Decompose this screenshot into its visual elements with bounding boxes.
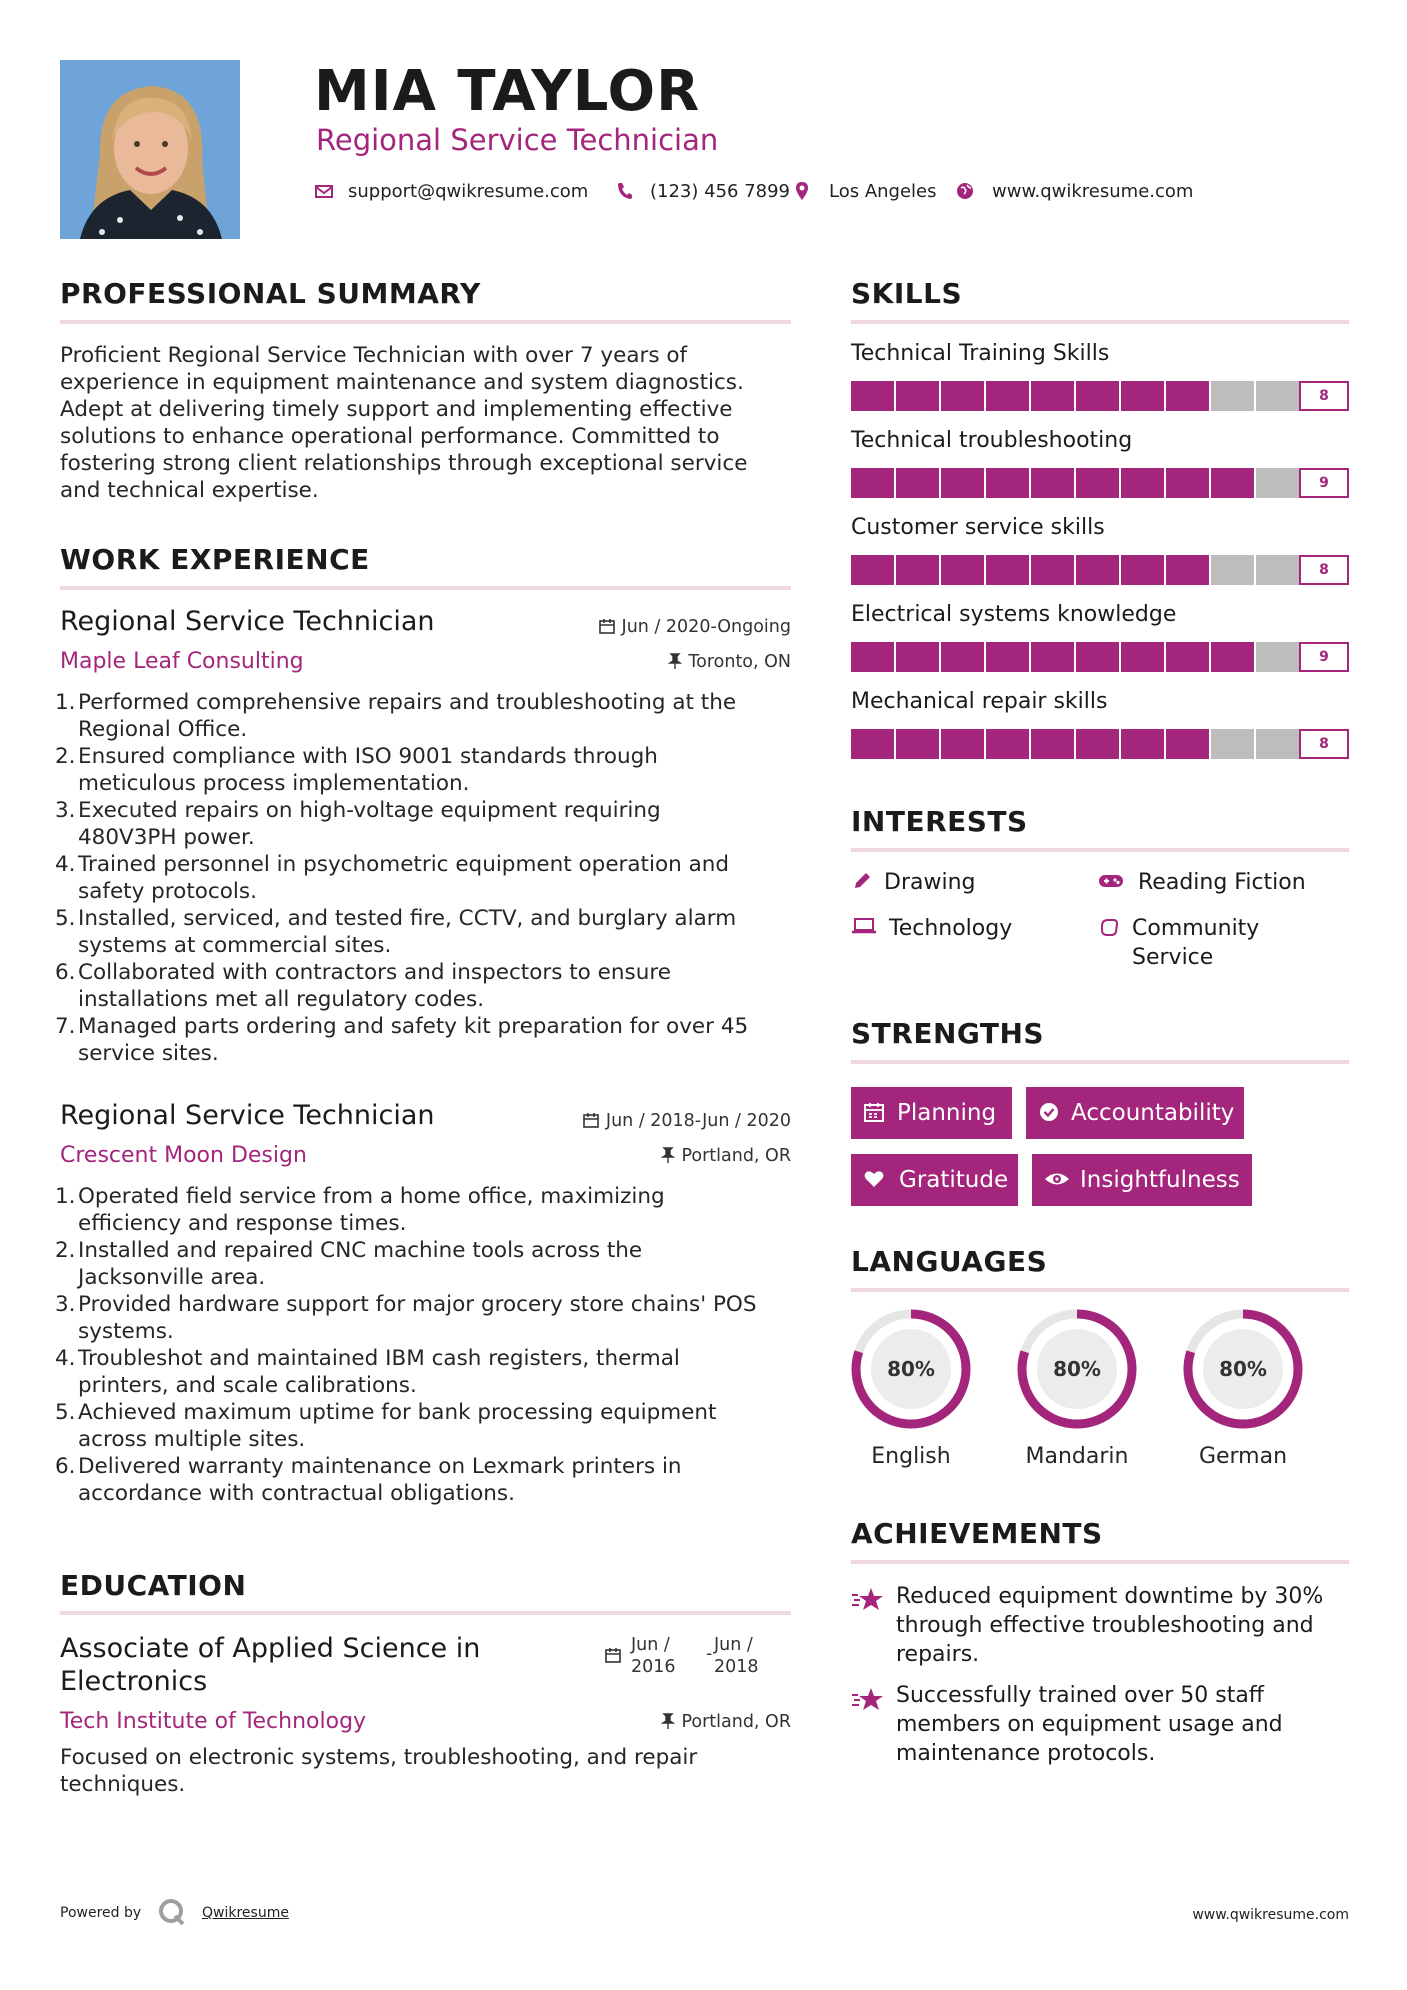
bullet-number: 3. bbox=[55, 798, 76, 823]
school-location bbox=[661, 1711, 791, 1733]
bullet-number: 5. bbox=[55, 1400, 76, 1425]
education-start-line: Jun / bbox=[631, 1635, 670, 1655]
skill-bar-filled-segment bbox=[1031, 468, 1074, 498]
bullet-number: 6. bbox=[55, 1454, 76, 1479]
skill-bar-filled-segment bbox=[1076, 381, 1119, 411]
bullet-number: 7. bbox=[55, 1014, 76, 1039]
bullet-line: 480V3PH power. bbox=[78, 825, 255, 850]
strength-tag bbox=[851, 1154, 1018, 1206]
education-start-line: 2016 bbox=[631, 1657, 676, 1677]
skill-bar bbox=[851, 468, 1349, 498]
hand-icon bbox=[1098, 916, 1120, 942]
degree-line: Associate of Applied Science in bbox=[60, 1633, 481, 1664]
skill-bar-empty-segment bbox=[1256, 729, 1299, 759]
language-ring bbox=[1181, 1307, 1305, 1431]
skill-bar-filled-segment bbox=[1211, 468, 1254, 498]
bullet-line: Troubleshot and maintained IBM cash registers, thermal bbox=[78, 1346, 680, 1371]
skill-bar-filled-segment bbox=[1211, 642, 1254, 672]
school-location-text: Portland, OR bbox=[681, 1712, 791, 1732]
skill-bar-filled-segment bbox=[851, 381, 894, 411]
contact-website[interactable]: www.qwikresume.com bbox=[992, 181, 1194, 202]
skill-bar bbox=[851, 381, 1349, 411]
skill-bar-filled-segment bbox=[1121, 381, 1164, 411]
skill-bar-filled-segment bbox=[1121, 642, 1164, 672]
strength-tag bbox=[1026, 1087, 1244, 1139]
list-item bbox=[55, 1013, 800, 1067]
gamepad-icon bbox=[1098, 872, 1124, 894]
pin-icon bbox=[661, 1712, 681, 1732]
experience-heading: WORK EXPERIENCE bbox=[60, 543, 370, 576]
skill-bar-filled-segment bbox=[1121, 468, 1164, 498]
list-item bbox=[55, 905, 800, 959]
calendar-icon bbox=[582, 1111, 606, 1131]
bullet-line: efficiency and response times. bbox=[78, 1211, 407, 1236]
strength-tag bbox=[1032, 1154, 1252, 1206]
job-location bbox=[661, 1145, 791, 1167]
achievement-line: Reduced equipment downtime by 30% bbox=[896, 1584, 1324, 1609]
section-divider bbox=[60, 320, 791, 324]
strength-label: Accountability bbox=[1071, 1100, 1235, 1126]
skill-bar-filled-segment bbox=[1076, 555, 1119, 585]
list-item bbox=[55, 797, 800, 851]
bullet-line: Jacksonville area. bbox=[78, 1265, 266, 1290]
skill-bar-filled-segment bbox=[941, 729, 984, 759]
language-name: English bbox=[871, 1444, 951, 1469]
skill-bar-filled-segment bbox=[1166, 555, 1209, 585]
education-end-line: Jun / bbox=[714, 1635, 753, 1655]
language-percent: 80% bbox=[1219, 1357, 1267, 1381]
job-title: Regional Service Technician bbox=[60, 606, 435, 637]
skill-bar-filled-segment bbox=[986, 555, 1029, 585]
skill-bar-filled-segment bbox=[896, 729, 939, 759]
skill-bar-filled-segment bbox=[941, 468, 984, 498]
skill-bar bbox=[851, 642, 1349, 672]
interest-reading-fiction: Reading Fiction bbox=[1138, 870, 1306, 895]
skill-bar-filled-segment bbox=[986, 642, 1029, 672]
laptop-icon bbox=[851, 917, 877, 939]
interest-drawing: Drawing bbox=[884, 870, 976, 895]
skill-bar-filled-segment bbox=[1076, 642, 1119, 672]
summary-line: solutions to enhance operational performance. Committed to bbox=[60, 424, 720, 449]
skill-bar-filled-segment bbox=[1166, 468, 1209, 498]
skill-bar-filled-segment bbox=[986, 729, 1029, 759]
bullet-line: Collaborated with contractors and inspectors to ensure bbox=[78, 960, 671, 985]
skill-bar-empty-segment bbox=[1211, 555, 1254, 585]
job-dates-text: Jun / 2018-Jun / 2020 bbox=[605, 1111, 791, 1131]
bullet-number: 3. bbox=[55, 1292, 76, 1317]
skill-bar-filled-segment bbox=[986, 468, 1029, 498]
skill-score: 9 bbox=[1299, 642, 1349, 672]
summary-line: and technical expertise. bbox=[60, 478, 319, 503]
achievements-heading: ACHIEVEMENTS bbox=[851, 1517, 1103, 1550]
bullet-line: service sites. bbox=[78, 1041, 219, 1066]
skill-bar-filled-segment bbox=[941, 555, 984, 585]
section-divider bbox=[60, 1611, 791, 1615]
skill-bar-filled-segment bbox=[941, 381, 984, 411]
bullet-number: 5. bbox=[55, 906, 76, 931]
star-icon bbox=[851, 1586, 885, 1616]
footer-url[interactable]: www.qwikresume.com bbox=[1192, 1907, 1349, 1923]
strength-tag bbox=[851, 1087, 1012, 1139]
skill-bar-filled-segment bbox=[1166, 381, 1209, 411]
language-ring bbox=[1015, 1307, 1139, 1431]
bullet-number: 4. bbox=[55, 852, 76, 877]
skill-bar-filled-segment bbox=[851, 468, 894, 498]
bullet-line: printers, and scale calibrations. bbox=[78, 1373, 417, 1398]
brand-link[interactable]: Qwikresume bbox=[202, 1905, 289, 1921]
bullet-number: 2. bbox=[55, 744, 76, 769]
degree-title bbox=[60, 1632, 480, 1698]
phone-icon bbox=[614, 179, 634, 203]
bullet-line: Executed repairs on high-voltage equipment requiring bbox=[78, 798, 661, 823]
skill-bar-filled-segment bbox=[1121, 729, 1164, 759]
job-location-text: Toronto, ON bbox=[688, 652, 791, 672]
language-percent: 80% bbox=[1053, 1357, 1101, 1381]
language-ring bbox=[849, 1307, 973, 1431]
job-location-text: Portland, OR bbox=[681, 1146, 791, 1166]
skill-bar-filled-segment bbox=[1031, 642, 1074, 672]
list-item bbox=[55, 689, 800, 743]
bullet-line: Ensured compliance with ISO 9001 standards through bbox=[78, 744, 658, 769]
bullet-number: 1. bbox=[55, 690, 76, 715]
strength-label: Planning bbox=[897, 1100, 997, 1126]
bullet-line: Regional Office. bbox=[78, 717, 248, 742]
skill-label: Customer service skills bbox=[851, 515, 1105, 540]
list-item bbox=[55, 959, 800, 1013]
bullet-line: Provided hardware support for major grocery store chains' POS bbox=[78, 1292, 757, 1317]
skill-bar-filled-segment bbox=[851, 642, 894, 672]
achievement-line: repairs. bbox=[896, 1642, 980, 1667]
language-name: German bbox=[1198, 1444, 1288, 1469]
list-item bbox=[55, 1345, 800, 1399]
bullet-line: meticulous process implementation. bbox=[78, 771, 470, 796]
education-start bbox=[631, 1634, 676, 1678]
list-item bbox=[55, 1291, 800, 1345]
pencil-icon bbox=[851, 870, 873, 896]
strengths-heading: STRENGTHS bbox=[851, 1017, 1045, 1050]
skills-heading: SKILLS bbox=[851, 277, 963, 310]
section-divider bbox=[851, 1060, 1349, 1064]
skill-score: 9 bbox=[1299, 468, 1349, 498]
list-item bbox=[55, 743, 800, 797]
achievement-line: maintenance protocols. bbox=[896, 1741, 1156, 1766]
education-end-line: 2018 bbox=[714, 1657, 759, 1677]
summary-heading: PROFESSIONAL SUMMARY bbox=[60, 277, 481, 310]
bullet-number: 6. bbox=[55, 960, 76, 985]
job-bullets bbox=[55, 689, 800, 1067]
skill-bar-empty-segment bbox=[1211, 381, 1254, 411]
strength-label: Gratitude bbox=[899, 1167, 1009, 1193]
skill-bar-filled-segment bbox=[851, 555, 894, 585]
skill-bar-filled-segment bbox=[941, 642, 984, 672]
skill-bar-filled-segment bbox=[1166, 729, 1209, 759]
skill-bar-filled-segment bbox=[896, 555, 939, 585]
bullet-line: Delivered warranty maintenance on Lexmark printers in bbox=[78, 1454, 682, 1479]
education-line: techniques. bbox=[60, 1772, 186, 1797]
section-divider bbox=[60, 586, 791, 590]
languages-heading: LANGUAGES bbox=[851, 1245, 1048, 1278]
envelope-icon bbox=[314, 179, 334, 203]
job-dates bbox=[582, 1110, 791, 1132]
contact-email[interactable]: support@qwikresume.com bbox=[348, 181, 589, 202]
skill-bar-filled-segment bbox=[1076, 729, 1119, 759]
skill-bar-filled-segment bbox=[896, 642, 939, 672]
bullet-number: 4. bbox=[55, 1346, 76, 1371]
bullet-line: installations met all regulatory codes. bbox=[78, 987, 485, 1012]
degree-line: Electronics bbox=[60, 1666, 208, 1697]
skill-label: Technical Training Skills bbox=[851, 341, 1110, 366]
star-icon bbox=[851, 1686, 885, 1716]
pin-icon bbox=[661, 1146, 681, 1166]
achievement-line: through effective troubleshooting and bbox=[896, 1613, 1314, 1638]
skill-label: Mechanical repair skills bbox=[851, 689, 1108, 714]
section-divider bbox=[851, 848, 1349, 852]
achievement-line: members on equipment usage and bbox=[896, 1712, 1283, 1737]
skill-bar-filled-segment bbox=[1166, 642, 1209, 672]
skill-bar-filled-segment bbox=[1031, 555, 1074, 585]
skill-bar-filled-segment bbox=[1031, 729, 1074, 759]
skill-bar-empty-segment bbox=[1256, 642, 1299, 672]
candidate-title: Regional Service Technician bbox=[316, 123, 719, 157]
education-description bbox=[60, 1744, 800, 1798]
education-end bbox=[714, 1634, 759, 1678]
candidate-name: MIA TAYLOR bbox=[314, 59, 701, 124]
skill-score: 8 bbox=[1299, 729, 1349, 759]
summary-text bbox=[60, 342, 800, 504]
list-item bbox=[55, 1399, 800, 1453]
qwikresume-logo-icon bbox=[157, 1897, 187, 1931]
skill-bar-empty-segment bbox=[1256, 381, 1299, 411]
achievement-line: Successfully trained over 50 staff bbox=[896, 1683, 1264, 1708]
contact-location: Los Angeles bbox=[829, 181, 937, 202]
bullet-line: systems. bbox=[78, 1319, 174, 1344]
education-line: Focused on electronic systems, troubleshooting, and repair bbox=[60, 1745, 698, 1770]
skill-bar-filled-segment bbox=[1076, 468, 1119, 498]
bullet-number: 1. bbox=[55, 1184, 76, 1209]
list-item bbox=[55, 1237, 800, 1291]
list-item bbox=[55, 1453, 800, 1507]
summary-line: Adept at delivering timely support and implementing effective bbox=[60, 397, 733, 422]
list-item bbox=[55, 1183, 800, 1237]
summary-line: Proficient Regional Service Technician with over 7 years of bbox=[60, 343, 688, 368]
section-divider bbox=[851, 320, 1349, 324]
bullet-line: Operated field service from a home office, maximizing bbox=[78, 1184, 665, 1209]
bullet-line: across multiple sites. bbox=[78, 1427, 306, 1452]
skill-label: Technical troubleshooting bbox=[851, 428, 1133, 453]
interest-community-service bbox=[1132, 914, 1259, 972]
globe-icon bbox=[955, 179, 975, 203]
job-title: Regional Service Technician bbox=[60, 1100, 435, 1131]
interest-line: Service bbox=[1132, 945, 1214, 970]
job-bullets bbox=[55, 1183, 800, 1507]
skill-bar-filled-segment bbox=[896, 468, 939, 498]
language-percent: 80% bbox=[887, 1357, 935, 1381]
date-dash: - bbox=[706, 1644, 713, 1664]
bullet-line: Managed parts ordering and safety kit preparation for over 45 bbox=[78, 1014, 749, 1039]
job-company: Crescent Moon Design bbox=[60, 1143, 307, 1168]
section-divider bbox=[851, 1560, 1349, 1564]
skill-bar-filled-segment bbox=[896, 381, 939, 411]
job-company: Maple Leaf Consulting bbox=[60, 649, 304, 674]
section-divider bbox=[851, 1288, 1349, 1292]
skill-bar-filled-segment bbox=[1031, 381, 1074, 411]
education-heading: EDUCATION bbox=[60, 1569, 247, 1602]
strength-label: Insightfulness bbox=[1080, 1167, 1240, 1193]
school-name: Tech Institute of Technology bbox=[60, 1709, 367, 1734]
job-location bbox=[668, 651, 791, 673]
interests-heading: INTERESTS bbox=[851, 805, 1028, 838]
skill-bar bbox=[851, 729, 1349, 759]
bullet-line: Trained personnel in psychometric equipment operation and bbox=[78, 852, 730, 877]
skill-score: 8 bbox=[1299, 381, 1349, 411]
bullet-line: systems at commercial sites. bbox=[78, 933, 392, 958]
skill-bar-empty-segment bbox=[1256, 555, 1299, 585]
job-dates bbox=[598, 616, 791, 638]
skill-bar bbox=[851, 555, 1349, 585]
skill-bar-filled-segment bbox=[1121, 555, 1164, 585]
profile-photo bbox=[60, 60, 240, 239]
interest-technology: Technology bbox=[889, 916, 1013, 941]
skill-bar-filled-segment bbox=[986, 381, 1029, 411]
language-name: Mandarin bbox=[1025, 1444, 1129, 1469]
skill-score: 8 bbox=[1299, 555, 1349, 585]
calendar-icon bbox=[598, 617, 622, 637]
summary-line: fostering strong client relationships through exceptional service bbox=[60, 451, 748, 476]
bullet-line: Achieved maximum uptime for bank processing equipment bbox=[78, 1400, 717, 1425]
skill-bar-filled-segment bbox=[851, 729, 894, 759]
bullet-line: Performed comprehensive repairs and troubleshooting at the bbox=[78, 690, 737, 715]
bullet-line: Installed and repaired CNC machine tools across the bbox=[78, 1238, 643, 1263]
interest-line: Community bbox=[1132, 916, 1260, 941]
bullet-number: 2. bbox=[55, 1238, 76, 1263]
job-dates-text: Jun / 2020-Ongoing bbox=[621, 617, 791, 637]
skill-bar-empty-segment bbox=[1256, 468, 1299, 498]
achievement-item bbox=[896, 1681, 1283, 1768]
bullet-line: Installed, serviced, and tested fire, CCTV, and burglary alarm bbox=[78, 906, 737, 931]
powered-by-label: Powered by bbox=[60, 1905, 142, 1921]
list-item bbox=[55, 851, 800, 905]
skill-bar-empty-segment bbox=[1211, 729, 1254, 759]
calendar-icon bbox=[604, 1646, 622, 1668]
contact-phone[interactable]: (123) 456 7899 bbox=[650, 181, 791, 202]
skill-label: Electrical systems knowledge bbox=[851, 602, 1177, 627]
bullet-line: safety protocols. bbox=[78, 879, 257, 904]
summary-line: experience in equipment maintenance and system diagnostics. bbox=[60, 370, 744, 395]
pin-icon bbox=[668, 652, 688, 672]
achievement-item bbox=[896, 1582, 1323, 1669]
map-marker-icon bbox=[792, 179, 812, 203]
bullet-line: accordance with contractual obligations. bbox=[78, 1481, 515, 1506]
